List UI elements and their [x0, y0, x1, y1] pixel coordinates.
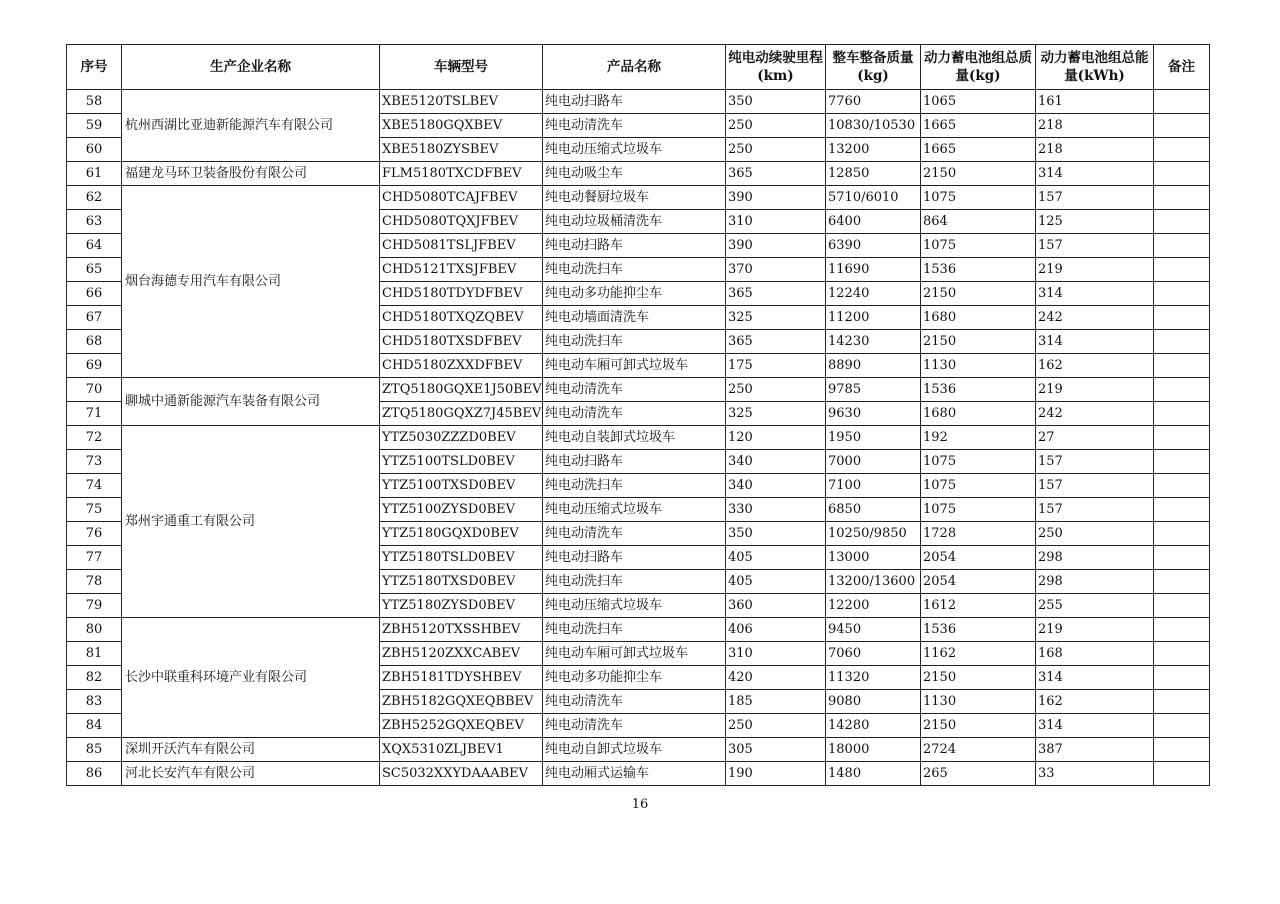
cell-battery-energy: 125	[1036, 210, 1154, 234]
cell-product: 纯电动多功能抑尘车	[543, 282, 726, 306]
cell-mass: 6850	[826, 498, 921, 522]
cell-mass: 5710/6010	[826, 186, 921, 210]
cell-mass: 7100	[826, 474, 921, 498]
cell-seq: 65	[67, 258, 122, 282]
cell-product: 纯电动自卸式垃圾车	[543, 738, 726, 762]
cell-seq: 77	[67, 546, 122, 570]
cell-mass: 14280	[826, 714, 921, 738]
header-company: 生产企业名称	[122, 45, 380, 90]
cell-battery-mass: 1075	[921, 234, 1036, 258]
cell-battery-mass: 1065	[921, 90, 1036, 114]
cell-remark	[1154, 306, 1210, 330]
cell-model: ZTQ5180GQXE1J50BEV	[380, 378, 543, 402]
cell-seq: 72	[67, 426, 122, 450]
cell-mass: 12240	[826, 282, 921, 306]
cell-mass: 6390	[826, 234, 921, 258]
cell-model: ZBH5182GQXEQBBEV	[380, 690, 543, 714]
cell-battery-energy: 157	[1036, 234, 1154, 258]
cell-remark	[1154, 162, 1210, 186]
cell-battery-mass: 192	[921, 426, 1036, 450]
cell-model: YTZ5180ZYSD0BEV	[380, 594, 543, 618]
cell-seq: 71	[67, 402, 122, 426]
table-row	[67, 162, 1210, 186]
cell-battery-mass: 1162	[921, 642, 1036, 666]
table-row	[67, 186, 1210, 210]
cell-seq: 82	[67, 666, 122, 690]
table-body	[67, 90, 1210, 786]
cell-battery-mass: 1680	[921, 306, 1036, 330]
cell-range: 250	[726, 138, 826, 162]
cell-battery-mass: 2150	[921, 282, 1036, 306]
cell-seq: 70	[67, 378, 122, 402]
cell-product: 纯电动清洗车	[543, 522, 726, 546]
cell-model: XBE5180GQXBEV	[380, 114, 543, 138]
cell-model: FLM5180TXCDFBEV	[380, 162, 543, 186]
cell-mass: 11200	[826, 306, 921, 330]
cell-product: 纯电动清洗车	[543, 378, 726, 402]
table-row	[67, 378, 1210, 402]
cell-seq: 78	[67, 570, 122, 594]
cell-model: CHD5080TCAJFBEV	[380, 186, 543, 210]
cell-product: 纯电动压缩式垃圾车	[543, 498, 726, 522]
cell-battery-mass: 1075	[921, 474, 1036, 498]
cell-remark	[1154, 354, 1210, 378]
cell-remark	[1154, 210, 1210, 234]
cell-product: 纯电动压缩式垃圾车	[543, 594, 726, 618]
cell-range: 190	[726, 762, 826, 786]
cell-company: 聊城中通新能源汽车装备有限公司	[122, 378, 380, 426]
cell-battery-mass: 1612	[921, 594, 1036, 618]
cell-range: 350	[726, 522, 826, 546]
cell-range: 390	[726, 234, 826, 258]
table-header	[67, 45, 1210, 90]
cell-range: 390	[726, 186, 826, 210]
cell-seq: 60	[67, 138, 122, 162]
cell-battery-mass: 265	[921, 762, 1036, 786]
cell-battery-energy: 314	[1036, 714, 1154, 738]
cell-mass: 12850	[826, 162, 921, 186]
cell-range: 350	[726, 90, 826, 114]
cell-range: 185	[726, 690, 826, 714]
cell-product: 纯电动洗扫车	[543, 474, 726, 498]
cell-range: 325	[726, 402, 826, 426]
header-battery-mass: 动力蓄电池组总质量(kg)	[921, 45, 1036, 90]
cell-battery-energy: 218	[1036, 138, 1154, 162]
cell-battery-energy: 298	[1036, 570, 1154, 594]
cell-remark	[1154, 330, 1210, 354]
cell-remark	[1154, 498, 1210, 522]
cell-battery-mass: 1075	[921, 186, 1036, 210]
cell-remark	[1154, 90, 1210, 114]
cell-battery-mass: 2054	[921, 570, 1036, 594]
cell-remark	[1154, 282, 1210, 306]
cell-mass: 1480	[826, 762, 921, 786]
cell-seq: 59	[67, 114, 122, 138]
cell-battery-mass: 2724	[921, 738, 1036, 762]
cell-battery-mass: 1536	[921, 378, 1036, 402]
cell-product: 纯电动车厢可卸式垃圾车	[543, 354, 726, 378]
cell-range: 310	[726, 642, 826, 666]
header-battery-energy: 动力蓄电池组总能量(kWh)	[1036, 45, 1154, 90]
cell-company: 福建龙马环卫装备股份有限公司	[122, 162, 380, 186]
cell-range: 340	[726, 450, 826, 474]
cell-battery-energy: 314	[1036, 666, 1154, 690]
cell-mass: 14230	[826, 330, 921, 354]
cell-model: ZBH5252GQXEQBEV	[380, 714, 543, 738]
vehicle-catalog-table	[66, 44, 1210, 786]
cell-range: 365	[726, 282, 826, 306]
cell-range: 406	[726, 618, 826, 642]
cell-product: 纯电动洗扫车	[543, 330, 726, 354]
cell-mass: 11320	[826, 666, 921, 690]
cell-range: 250	[726, 114, 826, 138]
cell-range: 325	[726, 306, 826, 330]
cell-product: 纯电动扫路车	[543, 234, 726, 258]
cell-battery-energy: 27	[1036, 426, 1154, 450]
cell-remark	[1154, 666, 1210, 690]
cell-battery-energy: 298	[1036, 546, 1154, 570]
cell-battery-energy: 255	[1036, 594, 1154, 618]
cell-range: 365	[726, 162, 826, 186]
cell-battery-energy: 162	[1036, 354, 1154, 378]
cell-battery-energy: 219	[1036, 618, 1154, 642]
cell-range: 120	[726, 426, 826, 450]
cell-seq: 73	[67, 450, 122, 474]
header-remark: 备注	[1154, 45, 1210, 90]
cell-company: 深圳开沃汽车有限公司	[122, 738, 380, 762]
cell-model: YTZ5180GQXD0BEV	[380, 522, 543, 546]
cell-remark	[1154, 234, 1210, 258]
cell-battery-energy: 157	[1036, 474, 1154, 498]
cell-remark	[1154, 690, 1210, 714]
cell-product: 纯电动清洗车	[543, 714, 726, 738]
cell-seq: 75	[67, 498, 122, 522]
cell-product: 纯电动扫路车	[543, 90, 726, 114]
cell-mass: 9630	[826, 402, 921, 426]
cell-remark	[1154, 594, 1210, 618]
cell-battery-mass: 2150	[921, 666, 1036, 690]
cell-seq: 80	[67, 618, 122, 642]
cell-range: 175	[726, 354, 826, 378]
cell-product: 纯电动吸尘车	[543, 162, 726, 186]
table-row	[67, 90, 1210, 114]
cell-model: CHD5180TXQZQBEV	[380, 306, 543, 330]
cell-product: 纯电动清洗车	[543, 402, 726, 426]
cell-battery-energy: 218	[1036, 114, 1154, 138]
cell-mass: 1950	[826, 426, 921, 450]
cell-seq: 85	[67, 738, 122, 762]
cell-range: 305	[726, 738, 826, 762]
cell-mass: 13200	[826, 138, 921, 162]
cell-model: YTZ5100TSLD0BEV	[380, 450, 543, 474]
cell-remark	[1154, 570, 1210, 594]
cell-seq: 67	[67, 306, 122, 330]
cell-range: 330	[726, 498, 826, 522]
cell-mass: 10250/9850	[826, 522, 921, 546]
cell-seq: 86	[67, 762, 122, 786]
cell-mass: 12200	[826, 594, 921, 618]
header-model: 车辆型号	[380, 45, 543, 90]
cell-remark	[1154, 546, 1210, 570]
cell-company: 河北长安汽车有限公司	[122, 762, 380, 786]
cell-mass: 9450	[826, 618, 921, 642]
cell-model: XBE5180ZYSBEV	[380, 138, 543, 162]
cell-remark	[1154, 138, 1210, 162]
cell-battery-mass: 864	[921, 210, 1036, 234]
cell-product: 纯电动垃圾桶清洗车	[543, 210, 726, 234]
cell-remark	[1154, 402, 1210, 426]
header-row	[67, 45, 1210, 90]
cell-company: 杭州西湖比亚迪新能源汽车有限公司	[122, 90, 380, 162]
cell-product: 纯电动车厢可卸式垃圾车	[543, 642, 726, 666]
cell-mass: 13200/13600	[826, 570, 921, 594]
header-mass: 整车整备质量(kg)	[826, 45, 921, 90]
cell-remark	[1154, 186, 1210, 210]
cell-remark	[1154, 618, 1210, 642]
header-product: 产品名称	[543, 45, 726, 90]
cell-remark	[1154, 714, 1210, 738]
cell-battery-mass: 2150	[921, 330, 1036, 354]
cell-model: CHD5081TSLJFBEV	[380, 234, 543, 258]
cell-battery-energy: 157	[1036, 450, 1154, 474]
cell-mass: 18000	[826, 738, 921, 762]
cell-model: YTZ5100ZYSD0BEV	[380, 498, 543, 522]
cell-remark	[1154, 450, 1210, 474]
cell-battery-energy: 157	[1036, 498, 1154, 522]
cell-range: 405	[726, 570, 826, 594]
cell-seq: 68	[67, 330, 122, 354]
cell-battery-energy: 250	[1036, 522, 1154, 546]
cell-model: CHD5080TQXJFBEV	[380, 210, 543, 234]
cell-battery-mass: 1130	[921, 690, 1036, 714]
cell-mass: 13000	[826, 546, 921, 570]
cell-product: 纯电动洗扫车	[543, 618, 726, 642]
cell-remark	[1154, 474, 1210, 498]
cell-battery-energy: 314	[1036, 330, 1154, 354]
cell-model: ZBH5120ZXXCABEV	[380, 642, 543, 666]
cell-model: YTZ5030ZZZD0BEV	[380, 426, 543, 450]
cell-battery-energy: 219	[1036, 258, 1154, 282]
cell-mass: 8890	[826, 354, 921, 378]
header-seq: 序号	[67, 45, 122, 90]
cell-product: 纯电动墙面清洗车	[543, 306, 726, 330]
cell-seq: 62	[67, 186, 122, 210]
cell-model: CHD5180TDYDFBEV	[380, 282, 543, 306]
cell-range: 370	[726, 258, 826, 282]
cell-seq: 74	[67, 474, 122, 498]
cell-mass: 6400	[826, 210, 921, 234]
cell-seq: 61	[67, 162, 122, 186]
cell-product: 纯电动洗扫车	[543, 258, 726, 282]
page-number: 16	[631, 797, 649, 812]
cell-mass: 9080	[826, 690, 921, 714]
cell-remark	[1154, 378, 1210, 402]
cell-range: 250	[726, 714, 826, 738]
cell-seq: 66	[67, 282, 122, 306]
cell-battery-energy: 162	[1036, 690, 1154, 714]
cell-remark	[1154, 642, 1210, 666]
cell-range: 365	[726, 330, 826, 354]
cell-model: CHD5180TXSDFBEV	[380, 330, 543, 354]
cell-battery-energy: 168	[1036, 642, 1154, 666]
cell-battery-energy: 387	[1036, 738, 1154, 762]
cell-battery-energy: 219	[1036, 378, 1154, 402]
cell-product: 纯电动厢式运输车	[543, 762, 726, 786]
cell-remark	[1154, 522, 1210, 546]
cell-battery-energy: 33	[1036, 762, 1154, 786]
cell-model: ZBH5120TXSSHBEV	[380, 618, 543, 642]
cell-mass: 7060	[826, 642, 921, 666]
cell-mass: 7760	[826, 90, 921, 114]
cell-company: 烟台海德专用汽车有限公司	[122, 186, 380, 378]
cell-model: CHD5180ZXXDFBEV	[380, 354, 543, 378]
cell-battery-mass: 2054	[921, 546, 1036, 570]
cell-model: YTZ5180TXSD0BEV	[380, 570, 543, 594]
cell-battery-energy: 314	[1036, 282, 1154, 306]
cell-battery-mass: 1728	[921, 522, 1036, 546]
table-row	[67, 762, 1210, 786]
cell-model: YTZ5180TSLD0BEV	[380, 546, 543, 570]
cell-battery-mass: 1075	[921, 450, 1036, 474]
cell-product: 纯电动多功能抑尘车	[543, 666, 726, 690]
cell-company: 长沙中联重科环境产业有限公司	[122, 618, 380, 738]
cell-seq: 79	[67, 594, 122, 618]
cell-range: 405	[726, 546, 826, 570]
cell-mass: 7000	[826, 450, 921, 474]
cell-mass: 10830/10530	[826, 114, 921, 138]
cell-model: YTZ5100TXSD0BEV	[380, 474, 543, 498]
header-range: 纯电动续驶里程(km)	[726, 45, 826, 90]
cell-seq: 84	[67, 714, 122, 738]
cell-remark	[1154, 762, 1210, 786]
cell-battery-energy: 157	[1036, 186, 1154, 210]
cell-model: CHD5121TXSJFBEV	[380, 258, 543, 282]
cell-battery-energy: 161	[1036, 90, 1154, 114]
cell-battery-mass: 1665	[921, 138, 1036, 162]
cell-battery-mass: 1075	[921, 498, 1036, 522]
cell-seq: 76	[67, 522, 122, 546]
cell-seq: 81	[67, 642, 122, 666]
cell-seq: 69	[67, 354, 122, 378]
cell-mass: 9785	[826, 378, 921, 402]
cell-remark	[1154, 738, 1210, 762]
cell-battery-mass: 2150	[921, 162, 1036, 186]
cell-battery-mass: 1680	[921, 402, 1036, 426]
cell-range: 250	[726, 378, 826, 402]
cell-model: ZBH5181TDYSHBEV	[380, 666, 543, 690]
table-row	[67, 738, 1210, 762]
cell-battery-mass: 2150	[921, 714, 1036, 738]
cell-remark	[1154, 426, 1210, 450]
cell-battery-mass: 1536	[921, 258, 1036, 282]
cell-seq: 83	[67, 690, 122, 714]
cell-product: 纯电动餐厨垃圾车	[543, 186, 726, 210]
cell-range: 340	[726, 474, 826, 498]
cell-mass: 11690	[826, 258, 921, 282]
cell-product: 纯电动清洗车	[543, 690, 726, 714]
cell-company: 郑州宇通重工有限公司	[122, 426, 380, 618]
cell-model: SC5032XXYDAAABEV	[380, 762, 543, 786]
cell-remark	[1154, 258, 1210, 282]
cell-product: 纯电动自装卸式垃圾车	[543, 426, 726, 450]
cell-product: 纯电动洗扫车	[543, 570, 726, 594]
cell-range: 310	[726, 210, 826, 234]
cell-battery-mass: 1130	[921, 354, 1036, 378]
cell-product: 纯电动清洗车	[543, 114, 726, 138]
cell-seq: 63	[67, 210, 122, 234]
cell-battery-energy: 242	[1036, 306, 1154, 330]
cell-seq: 64	[67, 234, 122, 258]
cell-range: 420	[726, 666, 826, 690]
cell-battery-mass: 1665	[921, 114, 1036, 138]
cell-range: 360	[726, 594, 826, 618]
cell-battery-mass: 1536	[921, 618, 1036, 642]
table-row	[67, 426, 1210, 450]
table-row	[67, 618, 1210, 642]
cell-product: 纯电动压缩式垃圾车	[543, 138, 726, 162]
cell-product: 纯电动扫路车	[543, 546, 726, 570]
cell-product: 纯电动扫路车	[543, 450, 726, 474]
cell-model: XQX5310ZLJBEV1	[380, 738, 543, 762]
cell-battery-energy: 314	[1036, 162, 1154, 186]
cell-battery-energy: 242	[1036, 402, 1154, 426]
cell-model: ZTQ5180GQXZ7J45BEV	[380, 402, 543, 426]
cell-remark	[1154, 114, 1210, 138]
cell-seq: 58	[67, 90, 122, 114]
cell-model: XBE5120TSLBEV	[380, 90, 543, 114]
